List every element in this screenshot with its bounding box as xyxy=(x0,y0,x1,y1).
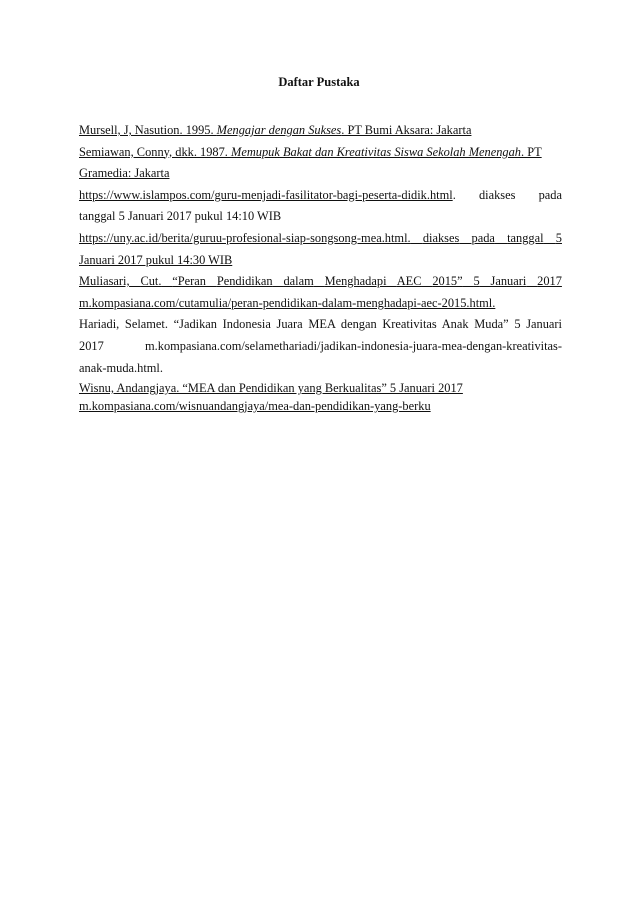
reference-text: 5 xyxy=(555,230,562,245)
reference-mursell xyxy=(79,120,562,142)
reference-uny xyxy=(79,228,562,250)
reference-text: . PT xyxy=(521,144,542,159)
book-title: Mengajar dengan Sukses xyxy=(216,123,342,137)
reference-text: diakses xyxy=(478,187,516,202)
reference-text: pada xyxy=(471,230,495,245)
reference-muliasari xyxy=(79,271,562,293)
reference-text: “Peran xyxy=(172,274,206,289)
reference-hariadi-end[interactable]: anak-muda.html. xyxy=(79,360,163,375)
reference-text: AEC xyxy=(396,274,422,289)
reference-text: Menghadapi xyxy=(324,274,387,289)
reference-muliasari-continued[interactable]: m.kompasiana.com/cutamulia/peran-pendidikan-dalam-menghadapi-aec-2015.html. xyxy=(79,295,496,310)
reference-islampos-continued: tanggal 5 Januari 2017 pukul 14:10 WIB xyxy=(79,209,282,224)
reference-text: pada xyxy=(538,187,562,202)
reference-text: Januari xyxy=(490,274,527,289)
reference-text: 2017 xyxy=(79,338,104,353)
reference-wisnu: Wisnu, Andangjaya. “MEA dan Pendidikan yang Berkualitas” 5 Januari 2017 xyxy=(79,381,463,396)
reference-text: 2015” xyxy=(432,274,463,289)
reference-text: 5 xyxy=(473,274,480,289)
reference-text: Semiawan, Conny, dkk. 1987. xyxy=(79,144,232,159)
reference-text: . PT Bumi Aksara: Jakarta xyxy=(341,123,472,137)
reference-text: Pendidikan xyxy=(216,274,273,289)
reference-text: diakses xyxy=(422,230,460,245)
reference-uny-continued: Januari 2017 pukul 14:30 WIB xyxy=(79,252,233,267)
reference-semiawan-continued: Gramedia: Jakarta xyxy=(79,166,170,181)
reference-text: Cut. xyxy=(140,274,162,289)
reference-hariadi: Hariadi, Selamet. “Jadikan Indonesia Juara MEA dengan Kreativitas Anak Muda” 5 Januari xyxy=(79,317,562,332)
reference-link[interactable]: m.kompasiana.com/selamethariadi/jadikan-indonesia-juara-mea-dengan-kreativitas- xyxy=(145,338,562,353)
reference-hariadi-continued xyxy=(79,336,562,358)
reference-text: tanggal xyxy=(507,230,544,245)
reference-text: dalam xyxy=(283,274,314,289)
reference-text: Muliasari, xyxy=(79,274,130,289)
reference-link[interactable]: https://uny.ac.id/berita/guruu-profesional-siap-songsong-mea.html. xyxy=(79,230,411,245)
reference-semiawan xyxy=(79,142,562,164)
reference-islampos xyxy=(79,185,562,207)
reference-text: . xyxy=(452,187,456,202)
reference-link[interactable]: https://www.islampos.com/guru-menjadi-fasilitator-bagi-peserta-didik.html xyxy=(79,187,453,202)
page-title: Daftar Pustaka xyxy=(278,75,360,89)
reference-list xyxy=(79,120,562,415)
reference-wisnu-continued[interactable]: m.kompasiana.com/wisnuandangjaya/mea-dan-pendidikan-yang-berku xyxy=(79,399,431,414)
reference-text: 2017 xyxy=(537,274,562,289)
book-title: Memupuk Bakat dan Kreativitas Siswa Sekolah Menengah xyxy=(231,144,521,159)
reference-text: Mursell, J, Nasution. 1995. xyxy=(79,123,217,137)
